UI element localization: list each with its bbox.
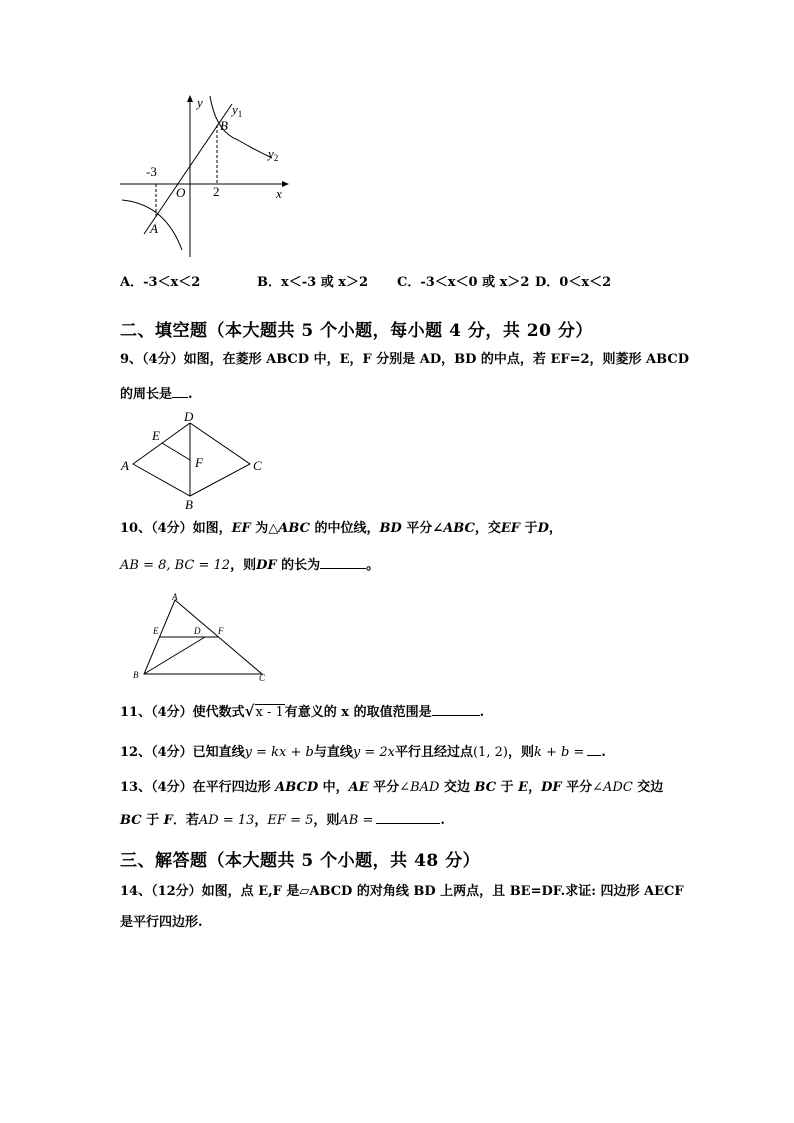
answer-blank-12[interactable] [587, 743, 601, 756]
segment-ef [162, 443, 190, 460]
point-a-label: A [150, 221, 158, 236]
function-graph-figure [110, 92, 300, 262]
rhombus-label-f: F [195, 455, 203, 470]
question-10-end: 。 [366, 558, 380, 573]
text-e: E [518, 780, 529, 795]
text-fragment: ，则 [230, 558, 257, 573]
rhombus-figure [116, 408, 276, 514]
y-axis-arrow [187, 95, 193, 102]
text-fragment: 与直线 [313, 745, 353, 760]
rhombus-label-a: A [121, 458, 129, 473]
origin-label: O [176, 185, 186, 200]
text-fragment: ， [528, 780, 542, 795]
option-a: A．-3＜x＜2 [120, 275, 201, 290]
question-10-line-2 [120, 556, 379, 574]
text-fragment: 于 [141, 813, 164, 828]
triangle-label-e: E [153, 626, 159, 636]
question-9-line-1: 9、（4分）如图，在菱形 ABCD 中，E，F 分别是 AD，BD 的中点，若 EF=2，则菱形 ABCD [120, 352, 689, 367]
triangle-label-a: A [172, 592, 178, 602]
option-d: D．0＜x＜2 [535, 275, 612, 290]
math-ef: EF = 5 [267, 813, 314, 828]
math-ef: EF [500, 521, 521, 536]
text-fragment: ， [548, 521, 562, 536]
answer-blank-13[interactable] [376, 811, 440, 824]
math-df: DF [256, 558, 277, 573]
answer-blank-9[interactable] [172, 385, 188, 398]
section-2-heading: 二、填空题（本大题共 5 个小题，每小题 4 分，共 20 分） [120, 321, 593, 341]
y-axis-label: y [197, 95, 203, 110]
math-ab: AB = [339, 813, 374, 828]
radicand: x - 1 [255, 705, 284, 720]
rhombus-label-b: B [185, 497, 193, 512]
math-ef: EF [231, 521, 251, 536]
text-fragment: 平分 [368, 780, 400, 795]
question-12-prefix: 12、（4分）已知直线 [120, 745, 245, 760]
text-fragment: 于 [520, 521, 538, 536]
math-point: (1, 2) [472, 745, 508, 760]
triangle-label-f: F [218, 626, 224, 636]
question-11 [120, 703, 484, 721]
option-b: B．x＜-3 或 x＞2 [257, 275, 369, 290]
question-11-end: . [479, 705, 485, 720]
question-11-suffix: 有意义的 x 的取值范围是 [284, 705, 432, 720]
math-angle-bad: ∠BAD [399, 780, 440, 795]
triangle-label-c: C [259, 673, 266, 683]
question-10-line-1 [120, 521, 562, 537]
math-k-plus-b: k + b = [533, 745, 585, 760]
question-14-line-2: 是平行四边形. [120, 915, 203, 930]
math-ad: AD = 13 [198, 813, 255, 828]
rhombus-abcd [133, 423, 250, 496]
text-f: F [163, 813, 173, 828]
answer-blank-11[interactable] [432, 703, 480, 716]
text-fragment: 交边 [632, 780, 664, 795]
question-12 [120, 743, 606, 761]
sqrt-icon: √ [244, 702, 255, 720]
text-fragment: ．若 [172, 813, 199, 828]
text-fragment: 平分 [401, 521, 433, 536]
question-14-line-1: 14、（12分）如图，点 E,F 是▱ABCD 的对角线 BD 上两点，且 BE=DF.求证: 四边形 AECF [120, 884, 684, 899]
question-9-line-2 [120, 385, 193, 403]
text-fragment: 中， [318, 780, 349, 795]
text-fragment: 为 [250, 521, 269, 536]
y2-label: $y_2$ [268, 146, 279, 163]
question-13-line-1 [120, 780, 663, 796]
rhombus-label-c: C [253, 458, 262, 473]
y1-label: $y_1$ [232, 102, 243, 119]
text-fragment: ，则 [507, 745, 534, 760]
question-10-prefix: 10、（4分）如图， [120, 521, 232, 536]
text-fragment: 平行且经过点 [394, 745, 473, 760]
text-fragment: 的中位线， [309, 521, 380, 536]
option-c: C．-3＜x＜0 或 x＞2 [397, 275, 530, 290]
rhombus-label-d: D [184, 409, 194, 424]
question-9-end: . [188, 387, 193, 402]
math-triangle-abc: △ABC [268, 521, 310, 536]
text-fragment: 平分 [561, 780, 593, 795]
tick-label-2: 2 [213, 184, 220, 199]
text-fragment: ， [254, 813, 268, 828]
question-13-line-2 [120, 811, 445, 829]
question-12-end: . [601, 745, 606, 760]
math-line-1: y = kx + b [244, 745, 314, 760]
math-given-lengths: AB = 8, BC = 12 [120, 558, 231, 573]
text-fragment: ，则 [313, 813, 340, 828]
bisector-bd [144, 637, 205, 674]
text-ae: AE [348, 780, 369, 795]
point-b-label: B [220, 118, 228, 133]
text-fragment: 的长为 [276, 558, 321, 573]
rhombus-label-e: E [152, 428, 160, 443]
text-fragment: ，交 [474, 521, 501, 536]
x-axis-arrow [282, 181, 289, 187]
math-d: D [537, 521, 549, 536]
question-9-text: 的周长是 [120, 387, 173, 402]
question-11-prefix: 11、（4分）使代数式 [120, 705, 245, 720]
triangle-label-d: D [194, 626, 201, 636]
x-axis-label: x [276, 186, 282, 201]
math-angle-abc: ∠ABC [432, 521, 475, 536]
triangle-figure [130, 592, 275, 684]
text-abcd: ABCD [275, 780, 319, 795]
math-bd: BD [379, 521, 402, 536]
math-line-2: y = 2x [352, 745, 395, 760]
text-bc: BC [120, 813, 142, 828]
triangle-label-b: B [133, 670, 139, 680]
answer-blank-10[interactable] [320, 556, 366, 569]
text-fragment: 交边 [439, 780, 475, 795]
section-3-heading: 三、解答题（本大题共 5 个小题，共 48 分） [120, 851, 481, 871]
text-fragment: 13、（4分）在平行四边形 [120, 780, 276, 795]
text-df: DF [541, 780, 562, 795]
text-bc: BC [474, 780, 497, 795]
question-13-end: . [440, 813, 445, 828]
text-fragment: 于 [496, 780, 519, 795]
tick-label-neg3: -3 [146, 164, 157, 179]
math-angle-adc: ∠ADC [592, 780, 633, 795]
